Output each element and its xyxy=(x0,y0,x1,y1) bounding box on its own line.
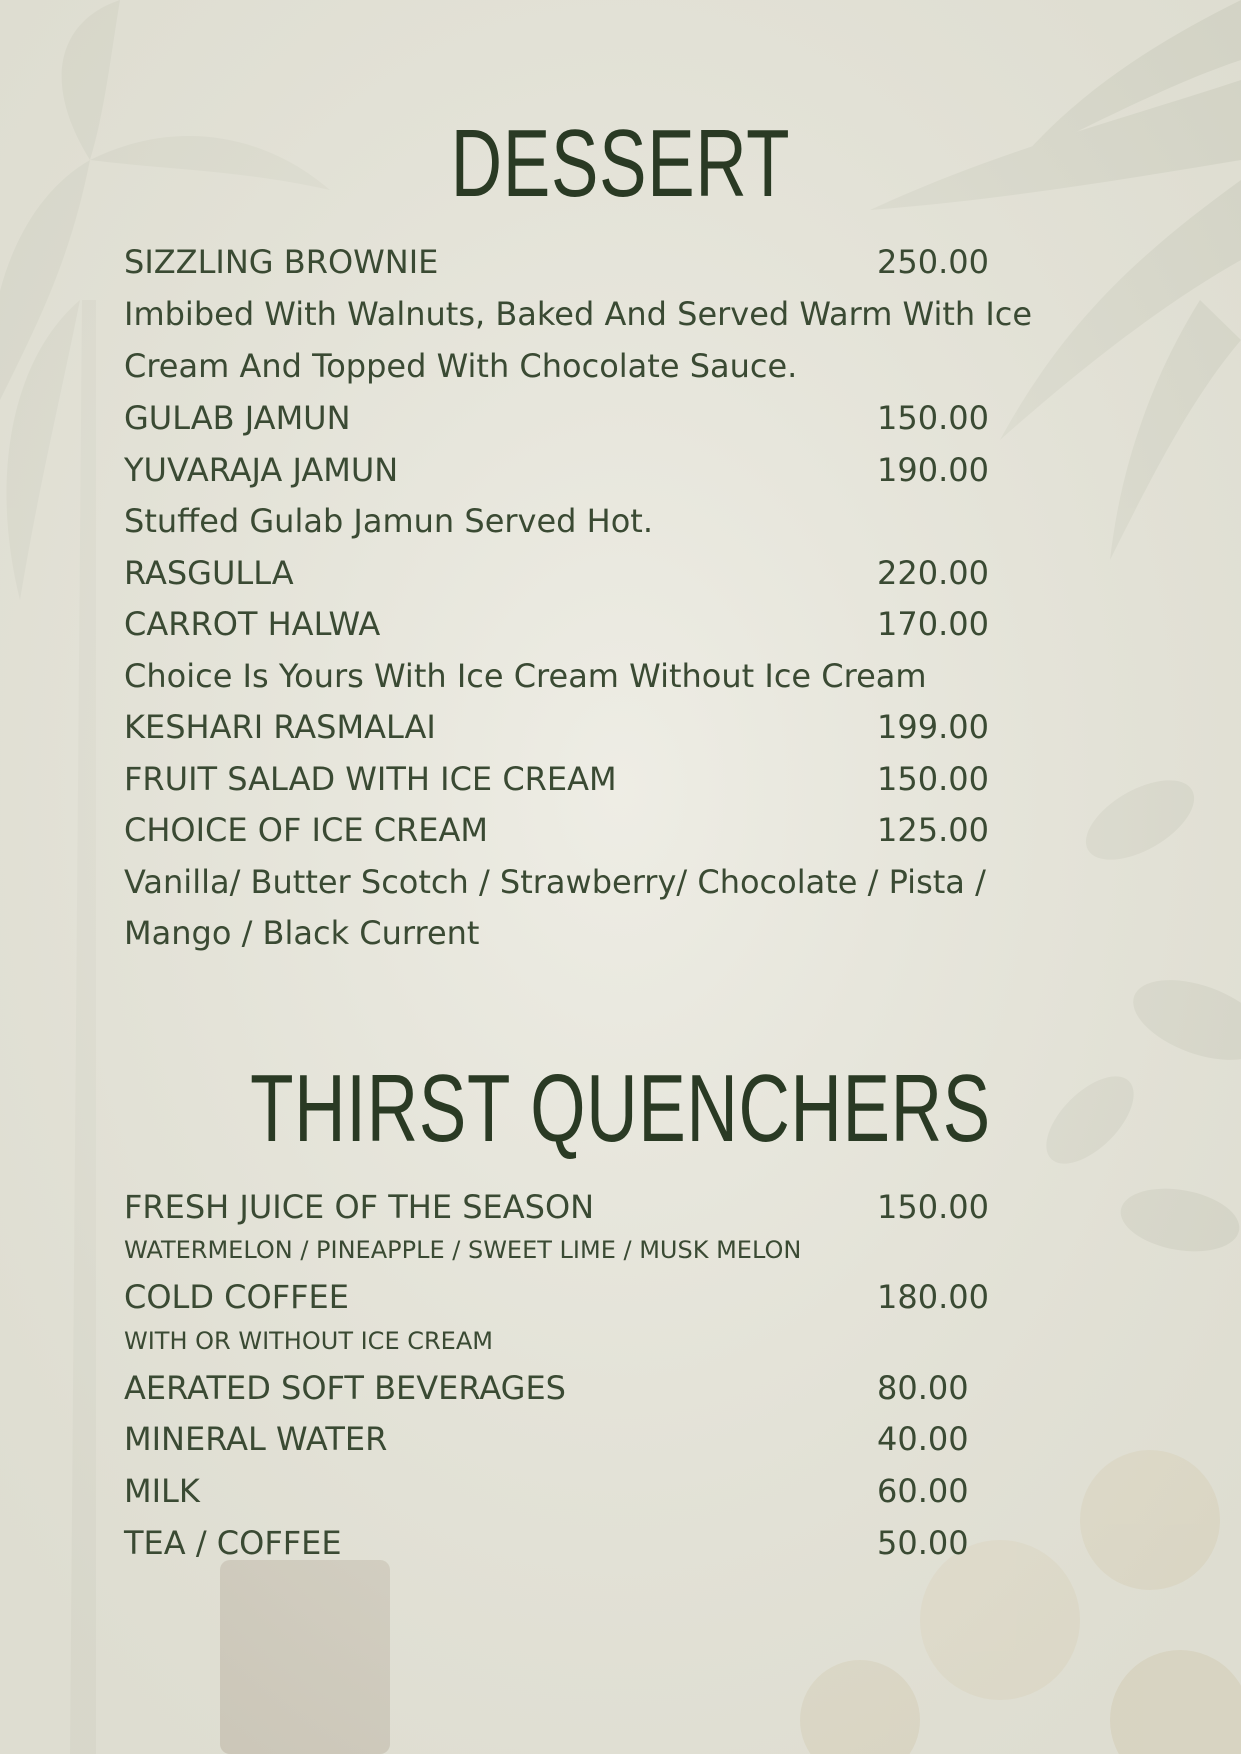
item-price: 80.00 xyxy=(877,1369,969,1407)
item-name: CHOICE OF ICE CREAM xyxy=(124,811,488,849)
item-name: KESHARI RASMALAI xyxy=(124,708,436,746)
item-name: FRUIT SALAD WITH ICE CREAM xyxy=(124,760,617,798)
item-price: 40.00 xyxy=(877,1420,969,1458)
item-price: 150.00 xyxy=(877,1188,989,1226)
section-title-thirst-quenchers: THIRST QUENCHERS xyxy=(250,1055,991,1162)
item-price: 125.00 xyxy=(877,811,989,849)
section-title-dessert: DESSERT xyxy=(450,110,791,217)
item-description: Imbibed With Walnuts, Baked And Served Warm With Ice xyxy=(124,295,1033,333)
item-name: RASGULLA xyxy=(124,554,294,592)
item-subtext: WATERMELON / PINEAPPLE / SWEET LIME / MUSK MELON xyxy=(124,1236,802,1264)
item-name: FRESH JUICE OF THE SEASON xyxy=(124,1188,595,1226)
item-name: GULAB JAMUN xyxy=(124,399,351,437)
item-name: AERATED SOFT BEVERAGES xyxy=(124,1369,566,1407)
item-price: 150.00 xyxy=(877,399,989,437)
item-name: MILK xyxy=(124,1472,200,1510)
item-description: Mango / Black Current xyxy=(124,914,480,952)
item-price: 190.00 xyxy=(877,451,989,489)
item-price: 150.00 xyxy=(877,760,989,798)
item-subtext: WITH OR WITHOUT ICE CREAM xyxy=(124,1327,493,1355)
item-price: 50.00 xyxy=(877,1524,969,1562)
item-price: 60.00 xyxy=(877,1472,969,1510)
item-price: 250.00 xyxy=(877,243,989,281)
item-name: TEA / COFFEE xyxy=(124,1524,342,1562)
item-name: YUVARAJA JAMUN xyxy=(124,451,399,489)
item-name: COLD COFFEE xyxy=(124,1278,349,1316)
item-description: Vanilla/ Butter Scotch / Strawberry/ Chocolate / Pista / xyxy=(124,863,986,901)
item-name: CARROT HALWA xyxy=(124,605,381,643)
item-price: 199.00 xyxy=(877,708,989,746)
item-name: MINERAL WATER xyxy=(124,1420,388,1458)
item-name: SIZZLING BROWNIE xyxy=(124,243,439,281)
item-price: 180.00 xyxy=(877,1278,989,1316)
item-price: 220.00 xyxy=(877,554,989,592)
item-description: Stuffed Gulab Jamun Served Hot. xyxy=(124,502,653,540)
item-description: Choice Is Yours With Ice Cream Without Ice Cream xyxy=(124,657,927,695)
item-price: 170.00 xyxy=(877,605,989,643)
item-description: Cream And Topped With Chocolate Sauce. xyxy=(124,347,798,385)
